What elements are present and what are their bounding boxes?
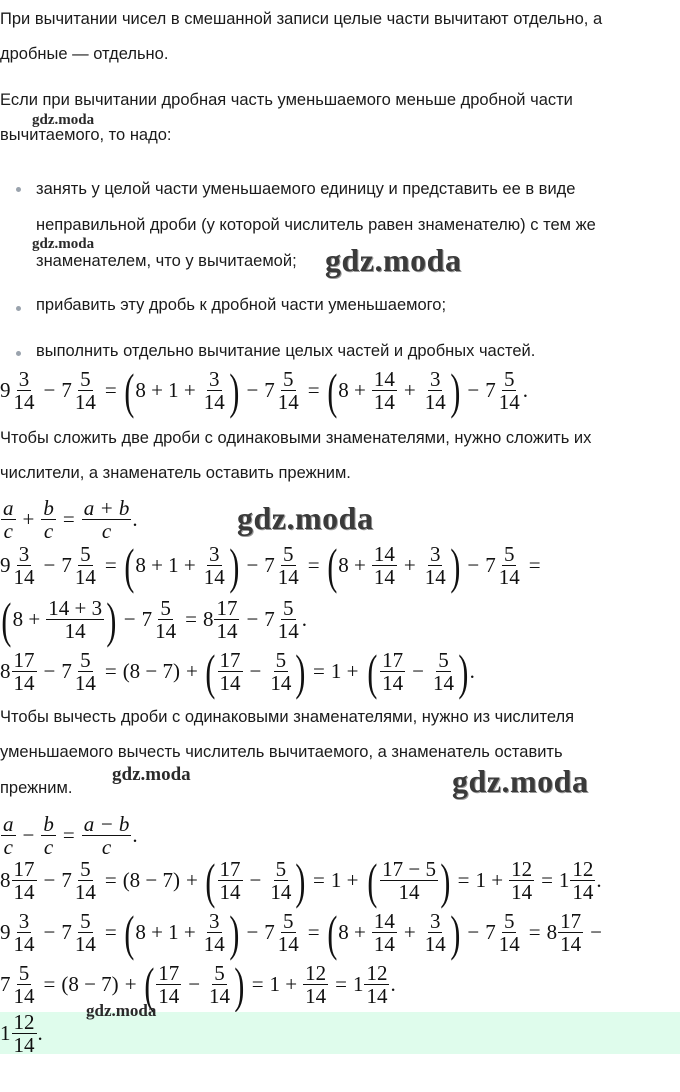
subtraction-rule-formula: $\frac{a}{c}$ − $\frac{b}{c}$ = $\frac{a - b}{c}$ . xyxy=(3,813,138,857)
equation-2: 9 $\frac{3}{14}$ − 7 $\frac{5}{14}$ = ( 8 + 1 + $\frac{3}{14}$ ) − 7 $\frac{5}{14}$ = ( 8 + $\frac{14}{14}$ + $\frac{3}{14}$ ) − 7 $\frac{5}{14}$ = xyxy=(0,537,541,594)
equation-1: 9 $\frac{3}{14}$ − 7 $\frac{5}{14}$ = ( 8 + 1 + $\frac{3}{14}$ ) − 7 $\frac{5}{14}$ = ( 8 + $\frac{14}{14}$ + $\frac{3}{14}$ ) − 7 $\frac{5}{14}$ . xyxy=(0,362,528,419)
paragraph-4-line-1: Чтобы вычесть дроби с одинаковыми знаменателями, нужно из числителя xyxy=(0,708,575,726)
paragraph-2-line-2: вычитаемого, то надо: xyxy=(0,126,172,144)
equation-2-continued: ( 8 + $\frac{14 + 3}{14}$ ) − 7 $\frac{5}{14}$ = 8 $\frac{17}{14}$ − 7 $\frac{5}{14}$ . xyxy=(1,591,308,648)
list-item-3: выполнить отдельно вычитание целых частей и дробных частей. xyxy=(36,342,536,360)
list-item-2: прибавить эту дробь к дробной части уменьшаемого; xyxy=(36,296,447,314)
watermark-small: gdz.moda xyxy=(112,764,191,785)
equation-5-continued: 7 $\frac{5}{14}$ = (8 − 7) + ( $\frac{17}{14}$ − $\frac{5}{14}$ ) = 1 + $\frac{12}{14}$ = 1 $\frac{12}{14}$ . xyxy=(0,956,396,1013)
watermark-large: gdz.moda xyxy=(452,763,589,799)
list-item-1-line-1: занять у целой части уменьшаемого единицу и представить ее в виде xyxy=(36,180,576,198)
watermark-small: gdz.moda xyxy=(32,236,95,252)
paragraph-3-line-2: числители, а знаменатель оставить прежним. xyxy=(0,464,351,482)
paragraph-3-line-1: Чтобы сложить две дроби с одинаковыми знаменателями, нужно сложить их xyxy=(0,429,592,447)
watermark-small: gdz.moda xyxy=(86,1001,157,1020)
list-item-1-line-3: знаменателем, что у вычитаемой; xyxy=(36,252,297,270)
equation-3: 8 $\frac{17}{14}$ − 7 $\frac{5}{14}$ = (8 − 7) + ( $\frac{17}{14}$ − $\frac{5}{14}$ ) = 1 + ( $\frac{17}{14}$ − $\frac{5}{14}$ ) . xyxy=(0,643,475,700)
list-item-1-line-2: неправильной дроби (у которой числитель равен знаменателю) с тем же xyxy=(36,216,596,234)
answer-value: 1 $\frac{12}{14}$ . xyxy=(0,1010,43,1056)
watermark-large: gdz.moda xyxy=(325,242,462,278)
watermark-large: gdz.moda xyxy=(237,500,374,536)
list-bullet xyxy=(16,187,21,192)
paragraph-4-line-2: уменьшаемого вычесть числитель вычитаемого, а знаменатель оставить xyxy=(0,743,563,761)
list-bullet xyxy=(16,306,21,311)
equation-5: 9 $\frac{3}{14}$ − 7 $\frac{5}{14}$ = ( 8 + 1 + $\frac{3}{14}$ ) − 7 $\frac{5}{14}$ = ( 8 + $\frac{14}{14}$ + $\frac{3}{14}$ ) − 7 $\frac{5}{14}$ = 8 $\frac{17}{14}$ − xyxy=(0,904,602,961)
paragraph-1-line-2: дробные — отдельно. xyxy=(0,45,169,63)
paragraph-2-line-1: Если при вычитании дробная часть уменьшаемого меньше дробной части xyxy=(0,91,573,109)
paragraph-1-line-1: При вычитании чисел в смешанной записи целые части вычитают отдельно, а xyxy=(0,10,603,28)
addition-rule-formula: $\frac{a}{c}$ + $\frac{b}{c}$ = $\frac{a + b}{c}$ . xyxy=(3,497,138,541)
watermark-small: gdz.moda xyxy=(32,112,95,128)
list-bullet xyxy=(16,351,21,356)
paragraph-4-line-3: прежним. xyxy=(0,779,73,797)
equation-4: 8 $\frac{17}{14}$ − 7 $\frac{5}{14}$ = (8 − 7) + ( $\frac{17}{14}$ − $\frac{5}{14}$ ) = 1 + ( $\frac{17 - 5}{14}$ ) = 1 + $\frac{12}{14}$ = 1 $\frac{12}{14}$ . xyxy=(0,852,602,909)
